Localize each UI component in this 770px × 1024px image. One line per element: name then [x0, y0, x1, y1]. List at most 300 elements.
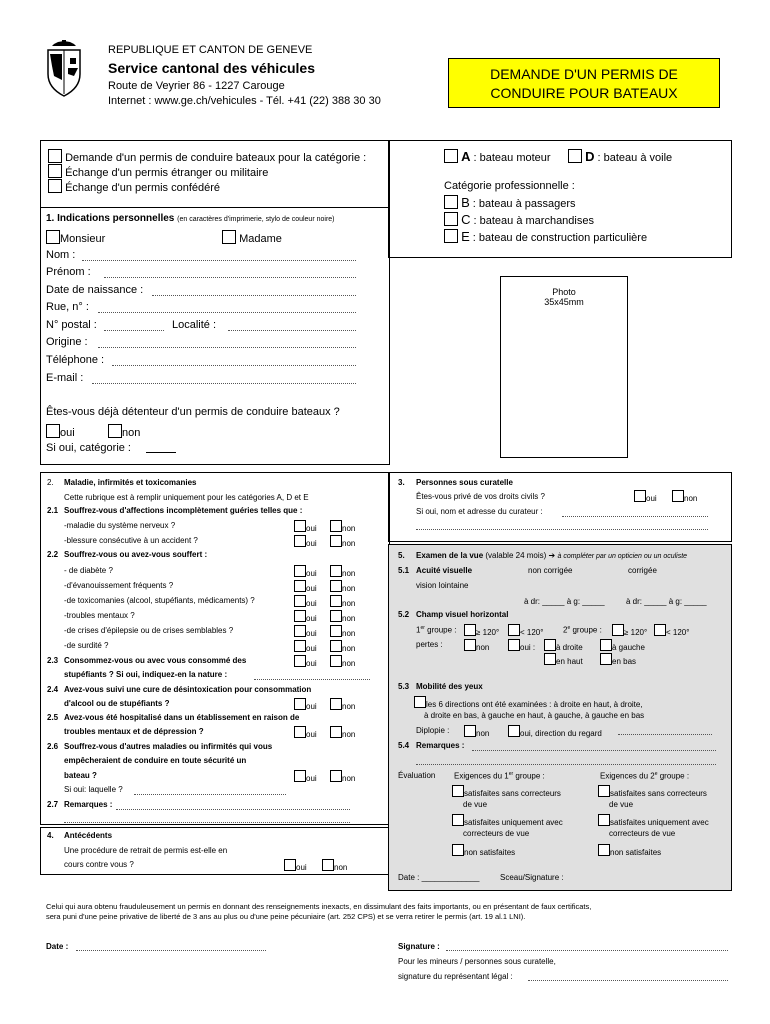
- category-e-checkbox[interactable]: [444, 229, 458, 243]
- s4-title: Antécédents: [64, 831, 113, 840]
- q24-yes-checkbox[interactable]: [294, 698, 306, 710]
- gaze-direction-field[interactable]: [618, 734, 712, 735]
- photo-label: Photo: [552, 287, 576, 297]
- category-c-option[interactable]: [444, 212, 594, 227]
- q22d-yes[interactable]: [294, 610, 317, 623]
- phone-label: Téléphone :: [46, 354, 105, 366]
- q22b-text: -d'évanouissement fréquents ?: [64, 581, 174, 590]
- s3-no[interactable]: [672, 490, 697, 503]
- footer-date-field[interactable]: [76, 950, 266, 951]
- service-address: Route de Veyrier 86 - 1227 Carouge: [108, 80, 285, 92]
- diplopia-no-label: non: [476, 729, 490, 738]
- s2-intro: Cette rubrique est à remplir uniquement pour les catégories A, D et E: [64, 493, 309, 502]
- q22e-yes[interactable]: [294, 625, 317, 638]
- q21a-no[interactable]: [330, 520, 355, 533]
- category-a-letter: A: [461, 149, 471, 164]
- eye-mobility-checkbox[interactable]: [414, 696, 426, 708]
- s51-num: 5.1: [398, 566, 410, 575]
- phone-field[interactable]: [112, 365, 356, 366]
- losses-right-label: à droite: [556, 643, 583, 652]
- prenom-label: Prénom :: [46, 266, 91, 278]
- group1-lt120[interactable]: [508, 624, 543, 637]
- q21b-no[interactable]: [330, 535, 355, 548]
- g2-met-without[interactable]: [598, 785, 707, 798]
- group2-num: 2: [563, 625, 568, 635]
- request-confederate-checkbox[interactable]: [48, 179, 62, 193]
- q23-no-checkbox[interactable]: [330, 655, 342, 667]
- personal-title: 1. Indications personnelles: [46, 213, 175, 224]
- q26-yes-checkbox[interactable]: [294, 770, 306, 782]
- q22a-no-label: non: [342, 569, 356, 578]
- q22b-no-label: non: [342, 584, 356, 593]
- s52-title: Champ visuel horizontal: [416, 610, 509, 619]
- category-d-letter: D: [585, 149, 595, 164]
- diplopia-label: Diplopie :: [416, 726, 450, 735]
- q24-no[interactable]: [330, 698, 355, 711]
- q21b-yes-checkbox[interactable]: [294, 535, 306, 547]
- q21a-text: -maladie du système nerveux ?: [64, 521, 176, 530]
- q22b-no-checkbox[interactable]: [330, 580, 342, 592]
- g2-not-met-checkbox[interactable]: [598, 844, 610, 856]
- category-a-option[interactable]: [444, 149, 551, 164]
- g2-not-met[interactable]: [598, 844, 661, 857]
- q22d-yes-checkbox[interactable]: [294, 610, 306, 622]
- q25-yes-checkbox[interactable]: [294, 726, 306, 738]
- g1-met-without-checkbox[interactable]: [452, 785, 464, 797]
- losses-yes[interactable]: [508, 639, 535, 652]
- s4-no-checkbox[interactable]: [322, 859, 334, 871]
- request-foreign-label: Échange d'un permis étranger ou militaire: [65, 167, 269, 179]
- group2-ge120-label: ≥ 120°: [624, 628, 648, 637]
- q22b-yes-checkbox[interactable]: [294, 580, 306, 592]
- q22b-no[interactable]: [330, 580, 355, 593]
- q21b-text: -blessure consécutive à un accident ?: [64, 536, 198, 545]
- q22e-no-label: non: [342, 629, 356, 638]
- g1-met-with-checkbox[interactable]: [452, 814, 464, 826]
- losses-left[interactable]: [600, 639, 645, 652]
- g2-met-with-checkbox[interactable]: [598, 814, 610, 826]
- category-e-label: : bateau de construction particulière: [472, 232, 648, 244]
- q25-text-1: Avez-vous été hospitalisé dans un établissement en raison de: [64, 713, 300, 722]
- q21b-yes-label: oui: [306, 539, 317, 548]
- s5-note: à compléter par un opticien ou un oculiste: [557, 553, 688, 560]
- q22f-yes-checkbox[interactable]: [294, 640, 306, 652]
- group1-sup: er: [420, 625, 425, 631]
- q25-no[interactable]: [330, 726, 355, 739]
- s54-title: Remarques :: [416, 741, 465, 750]
- q22f-yes-label: oui: [306, 644, 317, 653]
- postal-label: N° postal :: [46, 319, 97, 331]
- s5-title: Examen de la vue: [416, 551, 484, 560]
- q26-text-3: bateau ?: [64, 771, 97, 780]
- diplopia-no-checkbox[interactable]: [464, 725, 476, 737]
- q22d-no-label: non: [342, 614, 356, 623]
- q25-text-2: troubles mentaux et de dépression ?: [64, 727, 204, 736]
- q21a-no-checkbox[interactable]: [330, 520, 342, 532]
- g2-met-with[interactable]: [598, 814, 709, 827]
- request-confederate-label: Échange d'un permis confédéré: [65, 182, 221, 194]
- group1-req-label: groupe :: [515, 771, 545, 781]
- monsieur-label: Monsieur: [60, 233, 106, 245]
- madame-label: Madame: [239, 233, 282, 245]
- q24-no-checkbox[interactable]: [330, 698, 342, 710]
- q22f-text: -de surdité ?: [64, 641, 109, 650]
- q22c-no-label: non: [342, 599, 356, 608]
- service-contact: Internet : www.ge.ch/vehicules - Tél. +41 (22) 388 30 30: [108, 95, 381, 107]
- q22d-yes-label: oui: [306, 614, 317, 623]
- q21b-no-label: non: [342, 539, 356, 548]
- arrow-right-icon: ➔: [548, 551, 556, 560]
- q24-yes-label: oui: [306, 702, 317, 711]
- s54-num: 5.4: [398, 741, 410, 750]
- losses-no[interactable]: [464, 639, 489, 652]
- group1-visual-field: [416, 625, 457, 635]
- existing-permit-no-checkbox[interactable]: [108, 424, 122, 438]
- eye-mobility-text-1: les 6 directions ont été examinées : à droite en haut, à droite,: [426, 700, 643, 709]
- diplopia-yes-checkbox[interactable]: [508, 725, 520, 737]
- q26-which-label: Si oui: laquelle ?: [64, 785, 123, 794]
- corrected-acuity-field[interactable]: à dr: _____ à g: _____: [626, 597, 707, 606]
- s4-yes[interactable]: [284, 859, 307, 872]
- g2-met-without-checkbox[interactable]: [598, 785, 610, 797]
- evaluation-label: Évaluation: [398, 771, 436, 780]
- q22-num: 2.2: [47, 550, 59, 559]
- g1-met-with-label: satisfaites uniquement avec: [464, 818, 563, 827]
- q21a-yes-label: oui: [306, 524, 317, 533]
- losses-left-label: à gauche: [612, 643, 645, 652]
- group2-sup: e: [567, 625, 571, 631]
- pro-category-title: Catégorie professionnelle :: [444, 180, 575, 192]
- g2-not-met-label: non satisfaites: [610, 848, 662, 857]
- diplopia-yes-label: oui, direction du regard: [520, 729, 602, 738]
- category-e-letter: E: [461, 229, 470, 244]
- s3-curator-label: Si oui, nom et adresse du curateur :: [416, 507, 543, 516]
- uncorrected-acuity-field[interactable]: à dr: _____ à g: _____: [524, 597, 605, 606]
- g1-met-without-label-2: de vue: [463, 800, 488, 809]
- s2-title: Maladie, infirmités et toxicomanies: [64, 478, 197, 487]
- losses-top[interactable]: [544, 653, 583, 666]
- category-d-label: : bateau à voile: [597, 152, 673, 164]
- g2-met-without-label: satisfaites sans correcteurs: [610, 789, 707, 798]
- footer-date-label: Date :: [46, 942, 69, 951]
- s3-title: Personnes sous curatelle: [416, 478, 513, 487]
- group2-label: groupe :: [572, 625, 602, 635]
- losses-right[interactable]: [544, 639, 583, 652]
- existing-permit-question: Êtes-vous déjà détenteur d'un permis de conduire bateaux ?: [46, 406, 340, 418]
- group1-req-text: Exigences du 1: [454, 771, 509, 781]
- q22f-no-label: non: [342, 644, 356, 653]
- q21a-yes[interactable]: [294, 520, 317, 533]
- birthdate-field[interactable]: [152, 295, 356, 296]
- q22e-no[interactable]: [330, 625, 355, 638]
- s3-question: Êtes-vous privé de vos droits civils ?: [416, 492, 545, 501]
- q25-no-label: non: [342, 730, 356, 739]
- q26-no[interactable]: [330, 770, 355, 783]
- madame-checkbox[interactable]: [222, 230, 236, 244]
- group2-lt120-checkbox[interactable]: [654, 624, 666, 636]
- q22b-yes-label: oui: [306, 584, 317, 593]
- q22d-text: -troubles mentaux ?: [64, 611, 135, 620]
- salutation-madame[interactable]: [222, 230, 282, 245]
- distance-vision-label: vision lointaine: [416, 581, 469, 590]
- legal-rep-signature-field[interactable]: [528, 980, 728, 981]
- group2-ge120[interactable]: [612, 624, 647, 637]
- category-e-option[interactable]: [444, 229, 647, 244]
- photo-size: 35x45mm: [544, 297, 584, 307]
- q23-no[interactable]: [330, 655, 355, 668]
- q22b-yes[interactable]: [294, 580, 317, 593]
- losses-left-checkbox[interactable]: [600, 639, 612, 651]
- personal-note: (en caractères d'imprimerie, stylo de couleur noire): [177, 216, 335, 223]
- q23-nature-field[interactable]: [254, 679, 370, 680]
- category-b-letter: B: [461, 195, 470, 210]
- existing-permit-yes-label: oui: [60, 427, 75, 439]
- losses-no-checkbox[interactable]: [464, 639, 476, 651]
- origin-field[interactable]: [98, 347, 356, 348]
- group1-requirements-title: [454, 771, 545, 781]
- group1-ge120-checkbox[interactable]: [464, 624, 476, 636]
- group1-ge120-label: ≥ 120°: [476, 628, 500, 637]
- s5-validity: (valable 24 mois): [485, 551, 547, 560]
- request-option-foreign[interactable]: [48, 164, 268, 179]
- s3-no-checkbox[interactable]: [672, 490, 684, 502]
- g1-not-met-checkbox[interactable]: [452, 844, 464, 856]
- request-foreign-checkbox[interactable]: [48, 164, 62, 178]
- q23-text-1: Consommez-vous ou avec vous consommé des: [64, 656, 247, 665]
- locality-field[interactable]: [228, 330, 356, 331]
- request-permit-checkbox[interactable]: [48, 149, 62, 163]
- q21b-no-checkbox[interactable]: [330, 535, 342, 547]
- losses-bottom[interactable]: [600, 653, 636, 666]
- q26-no-label: non: [342, 774, 356, 783]
- origin-label: Origine :: [46, 336, 88, 348]
- q22a-no[interactable]: [330, 565, 355, 578]
- q26-yes[interactable]: [294, 770, 317, 783]
- group1-req-sup: er: [508, 771, 514, 777]
- q23-yes[interactable]: [294, 655, 317, 668]
- exam-date-field[interactable]: Date : _____________: [398, 873, 480, 882]
- footer-signature-field[interactable]: [446, 950, 728, 951]
- form-title-box: [448, 58, 720, 108]
- q22e-yes-label: oui: [306, 629, 317, 638]
- geneva-coat-of-arms-logo: [44, 40, 84, 98]
- existing-permit-yes-checkbox[interactable]: [46, 424, 60, 438]
- birthdate-label: Date de naissance :: [46, 284, 144, 296]
- existing-permit-no[interactable]: [108, 424, 140, 439]
- monsieur-checkbox[interactable]: [46, 230, 60, 244]
- q23-no-label: non: [342, 659, 356, 668]
- diplopia-yes[interactable]: [508, 725, 602, 738]
- q22e-yes-checkbox[interactable]: [294, 625, 306, 637]
- q22-text: Souffrez-vous ou avez-vous souffert :: [64, 550, 208, 559]
- q22f-no[interactable]: [330, 640, 355, 653]
- g2-met-with-label: satisfaites uniquement avec: [610, 818, 709, 827]
- q27-label: Remarques :: [64, 800, 113, 809]
- email-label: E-mail :: [46, 372, 84, 384]
- q22c-no-checkbox[interactable]: [330, 595, 342, 607]
- s3-num: 3.: [398, 478, 405, 487]
- losses-right-checkbox[interactable]: [544, 639, 556, 651]
- minors-note-1: Pour les mineurs / personnes sous curatelle,: [398, 957, 556, 966]
- personal-title-row: [46, 213, 335, 224]
- q24-yes[interactable]: [294, 698, 317, 711]
- s54-remarks-field-2[interactable]: [416, 764, 716, 765]
- eye-mobility-text-2: à droite en bas, à gauche en haut, à gauche, à gauche en bas: [424, 711, 645, 720]
- group2-req-sup: e: [654, 771, 658, 777]
- category-d-checkbox[interactable]: [568, 149, 582, 163]
- q22d-no-checkbox[interactable]: [330, 610, 342, 622]
- q22c-no[interactable]: [330, 595, 355, 608]
- losses-top-label: en haut: [556, 657, 583, 666]
- g2-met-with-label-2: correcteurs de vue: [609, 829, 676, 838]
- q25-no-checkbox[interactable]: [330, 726, 342, 738]
- group2-req-text: Exigences du 2: [600, 771, 655, 781]
- losses-no-label: non: [476, 643, 490, 652]
- losses-yes-checkbox[interactable]: [508, 639, 520, 651]
- footer-signature-label: Signature :: [398, 942, 440, 951]
- q27-remarks-field[interactable]: [116, 809, 350, 810]
- q24-num: 2.4: [47, 685, 59, 694]
- q21b-yes[interactable]: [294, 535, 317, 548]
- request-option-permit[interactable]: [48, 149, 366, 164]
- losses-top-checkbox[interactable]: [544, 653, 556, 665]
- q26-text-2: empêcheraient de conduire en toute sécurité un: [64, 756, 247, 765]
- s4-yes-checkbox[interactable]: [284, 859, 296, 871]
- g1-met-without[interactable]: [452, 785, 561, 798]
- s53-title: Mobilité des yeux: [416, 682, 483, 691]
- q26-text-1: Souffrez-vous d'autres maladies ou infirmités qui vous: [64, 742, 273, 751]
- s54-remarks-field[interactable]: [472, 750, 716, 751]
- losses-bottom-label: en bas: [612, 657, 637, 666]
- g1-met-without-label: satisfaites sans correcteurs: [464, 789, 561, 798]
- q22f-yes[interactable]: [294, 640, 317, 653]
- q23-yes-label: oui: [306, 659, 317, 668]
- q22a-yes[interactable]: [294, 565, 317, 578]
- group2-requirements-title: [600, 771, 689, 781]
- q21a-yes-checkbox[interactable]: [294, 520, 306, 532]
- s4-question-2: cours contre vous ?: [64, 860, 134, 869]
- q23-yes-checkbox[interactable]: [294, 655, 306, 667]
- existing-permit-yes[interactable]: [46, 424, 75, 439]
- postal-field[interactable]: [104, 330, 164, 331]
- q25-num: 2.5: [47, 713, 59, 722]
- group1-label: groupe :: [427, 625, 457, 635]
- fraud-warning-2: sera puni d'une peine privative de liberté de 3 ans au plus ou d'une peine pécuniaire (art. 252 CPS) et se verra retirer le permis (art. 19 al.1 LNI).: [46, 912, 526, 921]
- nom-field[interactable]: [82, 260, 356, 261]
- locality-label: Localité :: [172, 319, 217, 331]
- request-option-confederate[interactable]: [48, 179, 220, 194]
- diplopia-no[interactable]: [464, 725, 489, 738]
- category-b-checkbox[interactable]: [444, 195, 458, 209]
- existing-category-field[interactable]: [146, 452, 176, 453]
- q22f-no-checkbox[interactable]: [330, 640, 342, 652]
- q22d-no[interactable]: [330, 610, 355, 623]
- q24-text-2: d'alcool ou de stupéfiants ?: [64, 699, 170, 708]
- eye-mobility-option[interactable]: [414, 696, 643, 709]
- street-label: Rue, n° :: [46, 301, 89, 313]
- category-c-checkbox[interactable]: [444, 212, 458, 226]
- q25-yes-label: oui: [306, 730, 317, 739]
- losses-yes-label: oui :: [520, 643, 536, 652]
- q22a-text: - de diabète ?: [64, 566, 113, 575]
- q22a-yes-checkbox[interactable]: [294, 565, 306, 577]
- minors-note-2: signature du représentant légal :: [398, 972, 513, 981]
- category-c-label: : bateau à marchandises: [473, 215, 594, 227]
- q22e-text: -de crises d'épilepsie ou de crises semblables ?: [64, 626, 234, 635]
- existing-permit-no-label: non: [122, 427, 141, 439]
- group2-ge120-checkbox[interactable]: [612, 624, 624, 636]
- s52-num: 5.2: [398, 610, 410, 619]
- street-field[interactable]: [98, 312, 356, 313]
- q26-which-field[interactable]: [134, 794, 286, 795]
- g1-met-with-label-2: correcteurs de vue: [463, 829, 530, 838]
- losses-label: pertes :: [416, 640, 443, 649]
- group2-lt120[interactable]: [654, 624, 689, 637]
- s5-num: 5.: [398, 551, 405, 560]
- republic-heading: REPUBLIQUE ET CANTON DE GENEVE: [108, 44, 313, 56]
- category-a-label: : bateau moteur: [473, 152, 551, 164]
- s3-no-label: non: [684, 494, 698, 503]
- q22c-yes[interactable]: [294, 595, 317, 608]
- category-b-option[interactable]: [444, 195, 576, 210]
- s5-title-row: [416, 551, 687, 560]
- s4-no[interactable]: [322, 859, 347, 872]
- salutation-monsieur[interactable]: [46, 230, 105, 245]
- q21-num: 2.1: [47, 506, 59, 515]
- q24-no-label: non: [342, 702, 356, 711]
- q22c-yes-checkbox[interactable]: [294, 595, 306, 607]
- personal-divider: [40, 207, 388, 208]
- group2-req-label: groupe :: [659, 771, 690, 781]
- s4-question-1: Une procédure de retrait de permis est-elle en: [64, 846, 228, 855]
- s4-num: 4.: [47, 831, 54, 840]
- s3-yes-label: oui: [646, 494, 657, 503]
- group1-lt120-label: < 120°: [520, 628, 544, 637]
- q24-text-1: Avez-vous suivi une cure de désintoxication pour consommation: [64, 685, 312, 694]
- q22a-no-checkbox[interactable]: [330, 565, 342, 577]
- q26-num: 2.6: [47, 742, 59, 751]
- prenom-field[interactable]: [104, 277, 356, 278]
- existing-category-label: Si oui, catégorie :: [46, 442, 131, 454]
- s3-curator-field[interactable]: [562, 516, 708, 517]
- category-a-checkbox[interactable]: [444, 149, 458, 163]
- group1-ge120[interactable]: [464, 624, 499, 637]
- losses-bottom-checkbox[interactable]: [600, 653, 612, 665]
- g2-met-without-label-2: de vue: [609, 800, 634, 809]
- q21-text: Souffrez-vous d'affections incomplètement guéries telles que :: [64, 506, 303, 515]
- g1-not-met-label: non satisfaites: [464, 848, 516, 857]
- q27-remarks-field-2[interactable]: [64, 822, 350, 823]
- q21a-no-label: non: [342, 524, 356, 533]
- category-b-label: : bateau à passagers: [472, 198, 576, 210]
- group2-lt120-label: < 120°: [666, 628, 690, 637]
- q25-yes[interactable]: [294, 726, 317, 739]
- s3-curator-field-2[interactable]: [416, 529, 708, 530]
- nom-label: Nom :: [46, 249, 76, 261]
- q26-no-checkbox[interactable]: [330, 770, 342, 782]
- g1-not-met[interactable]: [452, 844, 515, 857]
- s4-no-label: non: [334, 863, 348, 872]
- q22e-no-checkbox[interactable]: [330, 625, 342, 637]
- category-d-option[interactable]: [568, 149, 672, 164]
- q26-yes-label: oui: [306, 774, 317, 783]
- s3-yes-checkbox[interactable]: [634, 490, 646, 502]
- fraud-warning-1: Celui qui aura obtenu frauduleusement un permis en donnant des renseignements inexacts, en dissimulant des faits importants, ou en présentant de faux certificats,: [46, 902, 592, 911]
- email-field[interactable]: [92, 383, 356, 384]
- group1-lt120-checkbox[interactable]: [508, 624, 520, 636]
- g1-met-with[interactable]: [452, 814, 563, 827]
- s3-yes[interactable]: [634, 490, 657, 503]
